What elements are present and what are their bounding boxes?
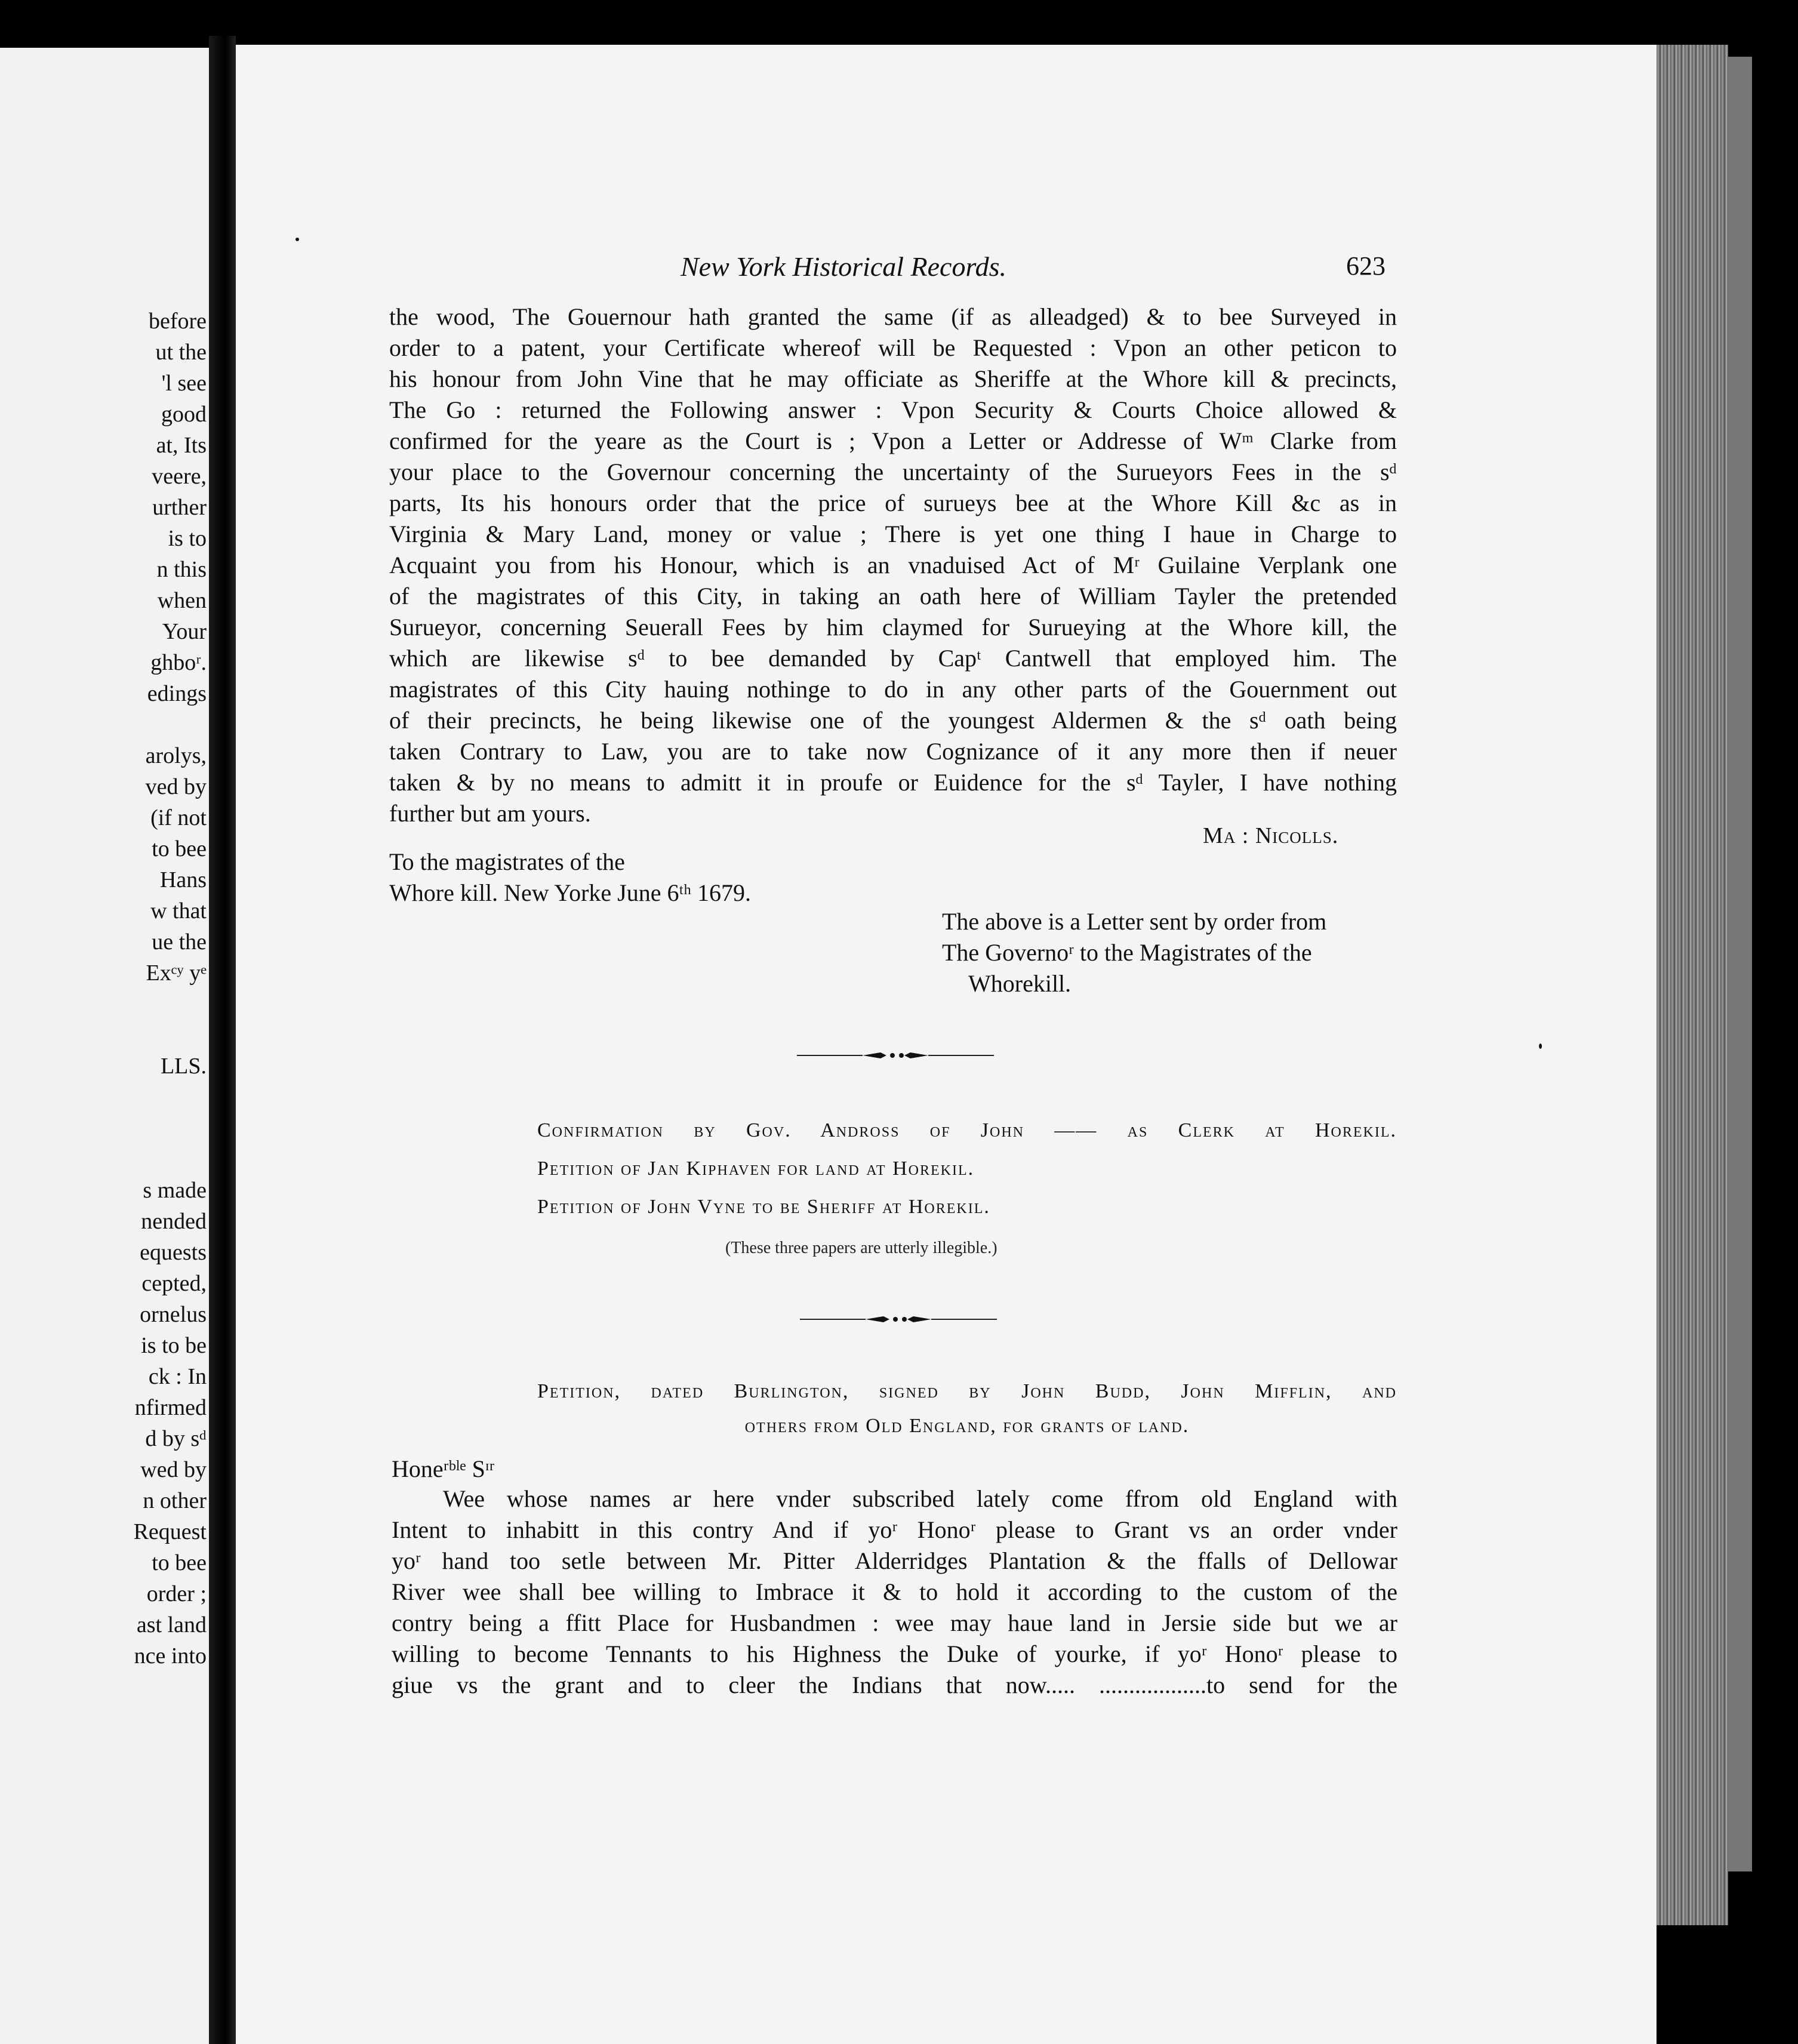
letter-line: confirmed for the yeare as the Court is ; Vpon a Letter or Addresse of Wᵐ Clarke from <box>389 427 1397 454</box>
previous-page-text-fragment: w that <box>150 898 207 924</box>
illegible-note: (These three papers are utterly illegible.) <box>725 1239 997 1257</box>
paper-speck <box>1539 1043 1542 1049</box>
petition-line: willing to become Tennants to his Highness the Duke of yourke, if yoʳ Honoʳ please to <box>392 1640 1397 1667</box>
previous-page-text-fragment: ast land <box>136 1612 207 1637</box>
previous-page-text-fragment: at, Its <box>156 433 207 458</box>
previous-page-text-fragment: Request <box>133 1519 207 1544</box>
previous-page-text-fragment: n this <box>156 557 207 582</box>
letter-line: order to a patent, your Certificate whereof will be Requested : Vpon an other peticon to <box>389 334 1397 361</box>
letter-signature: Ma : Nicolls. <box>1203 823 1339 848</box>
section-ornament <box>797 1049 994 1061</box>
letter-line: taken & by no means to admitt it in proufe or Euidence for the sᵈ Tayler, I have nothing <box>389 769 1397 796</box>
petition-body <box>392 1483 1397 1701</box>
petition-title <box>537 1374 1397 1443</box>
letter-address <box>389 846 751 909</box>
letter-line: Virginia & Mary Land, money or value ; There is yet one thing I haue in Charge to <box>389 521 1397 547</box>
page-number: 623 <box>1346 251 1386 281</box>
previous-page-text-fragment: nfirmed <box>134 1395 207 1420</box>
running-title: New York Historical Records. <box>681 251 1007 282</box>
section-title: Petition of Jan Kiphaven for land at Horekil. <box>537 1158 975 1180</box>
book-gutter <box>209 36 236 2044</box>
previous-page-text-fragment: to bee <box>152 1550 207 1575</box>
previous-page-fragment <box>0 48 209 2044</box>
previous-page-text-fragment: Hans <box>159 867 207 892</box>
letter-line: your place to the Governour concerning the uncertainty of the Surueyors Fees in the sᵈ <box>389 458 1397 485</box>
letter-line: parts, Its his honours order that the price of surueys bee at the Whore Kill &c as in <box>389 490 1397 516</box>
petition-line: yoʳ hand too setle between Mr. Pitter Alderridges Plantation & the ffalls of Dellowar <box>392 1547 1397 1574</box>
letter-line: of their precincts, he being likewise one of the youngest Aldermen & the sᵈ oath being <box>389 707 1397 734</box>
previous-page-text-fragment: when <box>157 588 207 613</box>
previous-page-text-fragment: equests <box>140 1240 207 1265</box>
letter-line: Surueyor, concerning Seuerall Fees by him claymed for Surueying at the Whore kill, the <box>389 614 1397 641</box>
previous-page-text-fragment: edings <box>147 681 207 706</box>
page-edges <box>1657 45 1728 1925</box>
previous-page-text-fragment: ghboʳ. <box>150 650 207 675</box>
previous-page-text-fragment: before <box>148 309 207 334</box>
previous-page-text-fragment: 'l see <box>161 371 207 396</box>
previous-page-text-fragment: good <box>161 402 207 427</box>
petition-title-line: Petition, dated Burlington, signed by John Budd, John Mifflin, and <box>537 1380 1397 1402</box>
previous-page-text-fragment: (if not <box>150 805 207 830</box>
previous-page-text-fragment: Your <box>162 619 207 644</box>
petition-line: Intent to inhabitt in this contry And if yoʳ Honoʳ please to Grant vs an order vnder <box>392 1516 1397 1543</box>
letter-line: his honour from John Vine that he may officiate as Sheriffe at the Whore kill & precincts, <box>389 365 1397 392</box>
previous-page-text-fragment: is to be <box>141 1333 207 1358</box>
address-line: Whore kill. New Yorke June 6ᵗʰ 1679. <box>389 879 751 906</box>
previous-page-text-fragment: ck : In <box>148 1364 207 1389</box>
section-title: Confirmation by Gov. Andross of John —— as Clerk at Horekil. <box>537 1119 1397 1141</box>
previous-page-text-fragment: d by sᵈ <box>145 1426 207 1451</box>
section-titles <box>537 1112 1397 1226</box>
petition-line: Wee whose names ar here vnder subscribed lately come ffrom old England with <box>443 1485 1397 1512</box>
previous-page-text-fragment: s made <box>143 1178 207 1203</box>
previous-page-text-fragment: order ; <box>146 1581 207 1606</box>
previous-page-text-fragment: arolys, <box>145 743 207 768</box>
previous-page-text-fragment: n other <box>143 1488 207 1513</box>
previous-page-text-fragment: to bee <box>152 836 207 861</box>
previous-page-text-fragment: ut the <box>155 340 207 365</box>
previous-page-text-fragment: ornelus <box>140 1302 207 1327</box>
previous-page-text-fragment: Exᶜʸ yᵉ <box>146 961 207 986</box>
previous-page-text-fragment: ue the <box>152 929 207 955</box>
section-ornament <box>800 1313 997 1325</box>
previous-page-text-fragment: urther <box>152 495 207 520</box>
previous-page-text-fragment: ved by <box>145 774 207 799</box>
letter-line: the wood, The Gouernour hath granted the same (if as alleadged) & to bee Surveyed in <box>389 303 1397 330</box>
page-edges-outer <box>1728 57 1752 1871</box>
petition-title-line: others from Old England, for grants of land. <box>744 1415 1190 1437</box>
letter-line: Acquaint you from his Honour, which is an vnaduised Act of Mʳ Guilaine Verplank one <box>389 552 1397 578</box>
previous-page-text-fragment: nended <box>141 1209 207 1234</box>
note-line: Whorekill. <box>968 970 1072 997</box>
petition-line: contry being a ffitt Place for Husbandmen : wee may haue land in Jersie side but we ar <box>392 1609 1397 1636</box>
previous-page-text-fragment: veere, <box>152 464 207 489</box>
letter-line: further but am yours. <box>389 800 591 827</box>
petition-line: giue vs the grant and to cleer the Indians that now..... ..................to send for the <box>392 1671 1397 1698</box>
section-title: Petition of John Vyne to be Sheriff at Horekil. <box>537 1196 990 1218</box>
previous-page-text-fragment: is to <box>168 526 207 551</box>
letter-body <box>389 301 1397 829</box>
letter-line: magistrates of this City hauing nothinge to do in any other parts of the Gouernment out <box>389 676 1397 703</box>
petition-salutation: Honeʳᵇˡᵉ Sᶦʳ <box>392 1455 495 1482</box>
letter-line: which are likewise sᵈ to bee demanded by Capᵗ Cantwell that employed him. The <box>389 645 1397 672</box>
previous-page-text-fragment: cepted, <box>141 1271 207 1296</box>
previous-page-text-fragment: nce into <box>134 1643 207 1669</box>
editorial-note <box>942 906 1396 999</box>
letter-line: taken Contrary to Law, you are to take now Cognizance of it any more then if neuer <box>389 738 1397 765</box>
letter-line: The Go : returned the Following answer : Vpon Security & Courts Choice allowed & <box>389 396 1397 423</box>
petition-line: River wee shall bee willing to Imbrace it & to hold it according to the custom of the <box>392 1578 1397 1605</box>
paper-speck <box>295 238 299 241</box>
note-line: The Governoʳ to the Magistrates of the <box>942 939 1312 966</box>
address-line: To the magistrates of the <box>389 848 625 875</box>
note-line: The above is a Letter sent by order from <box>942 908 1327 935</box>
previous-page-text-fragment: wed by <box>140 1457 207 1482</box>
previous-page-text-fragment: LLS. <box>160 1054 207 1079</box>
letter-line: of the magistrates of this City, in taking an oath here of William Tayler the pretended <box>389 583 1397 609</box>
